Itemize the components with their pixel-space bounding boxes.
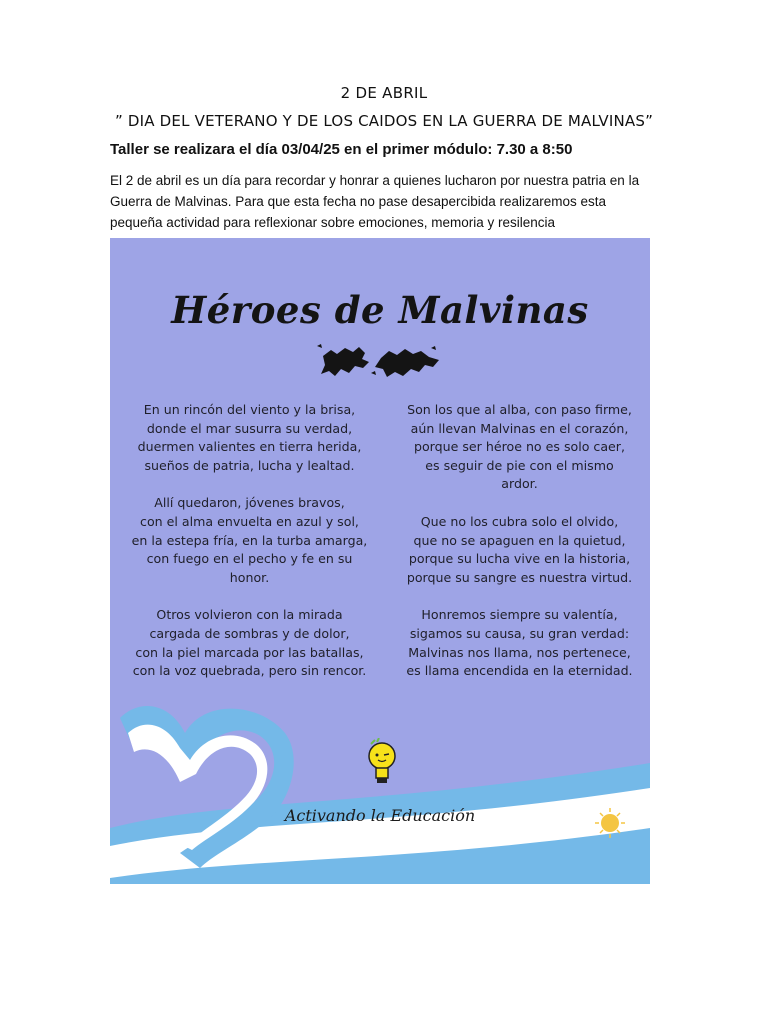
sun-icon xyxy=(601,814,619,832)
poem-stanza: En un rincón del viento y la brisa, donde el mar susurra su verdad, duermen valientes en tierra herida, sueños de patria, lucha y lealtad. xyxy=(137,402,362,473)
workshop-schedule: Taller se realizara el día 03/04/25 en el primer módulo: 7.30 a 8:50 xyxy=(110,141,573,158)
lightbulb-icon xyxy=(365,738,399,788)
poem-stanza: Que no los cubra solo el olvido, que no se apaguen en la quietud, porque su lucha vive en la historia, porque su sangre es nuestra virtud. xyxy=(406,513,633,585)
brand-name: Activando la Educación xyxy=(284,806,476,825)
event-title: ” DIA DEL VETERANO Y DE LOS CAIDOS EN LA GUERRA DE MALVINAS” xyxy=(114,112,654,130)
poem-stanza: Son los que al alba, con paso firme, aún llevan Malvinas en el corazón, porque ser héroe no es solo caer, es seguir de pie con el mismo ardor. xyxy=(407,402,632,492)
poem-left-column xyxy=(122,401,377,700)
poem-stanza: Allí quedaron, jóvenes bravos, con el alma envuelta en azul y sol, en la estepa fría, en la turba amarga, con fuego en el pecho y fe en su honor. xyxy=(131,495,368,585)
date-heading: 2 DE ABRIL xyxy=(340,84,428,102)
poem-stanza: Otros volvieron con la mirada cargada de sombras y de dolor, con la piel marcada por las batallas, con la voz quebrada, pero sin rencor. xyxy=(132,607,367,679)
poster-title: Héroes de Malvinas xyxy=(171,288,589,332)
poem-stanza: Honremos siempre su valentía, sigamos su causa, su gran verdad: Malvinas nos llama, nos pertenece, es llama encendida en la eternidad. xyxy=(406,607,633,679)
poster-image xyxy=(110,238,650,884)
poem-right-column xyxy=(392,401,647,700)
intro-paragraph: El 2 de abril es un día para recordar y honrar a quienes lucharon por nuestra patria en la Guerra de Malvinas. Para que esta fecha no pase desapercibida realizaremos esta pequeña actividad para reflexionar sobre emociones, memoria y resilencia xyxy=(110,173,640,230)
malvinas-islands-icon xyxy=(315,338,445,388)
